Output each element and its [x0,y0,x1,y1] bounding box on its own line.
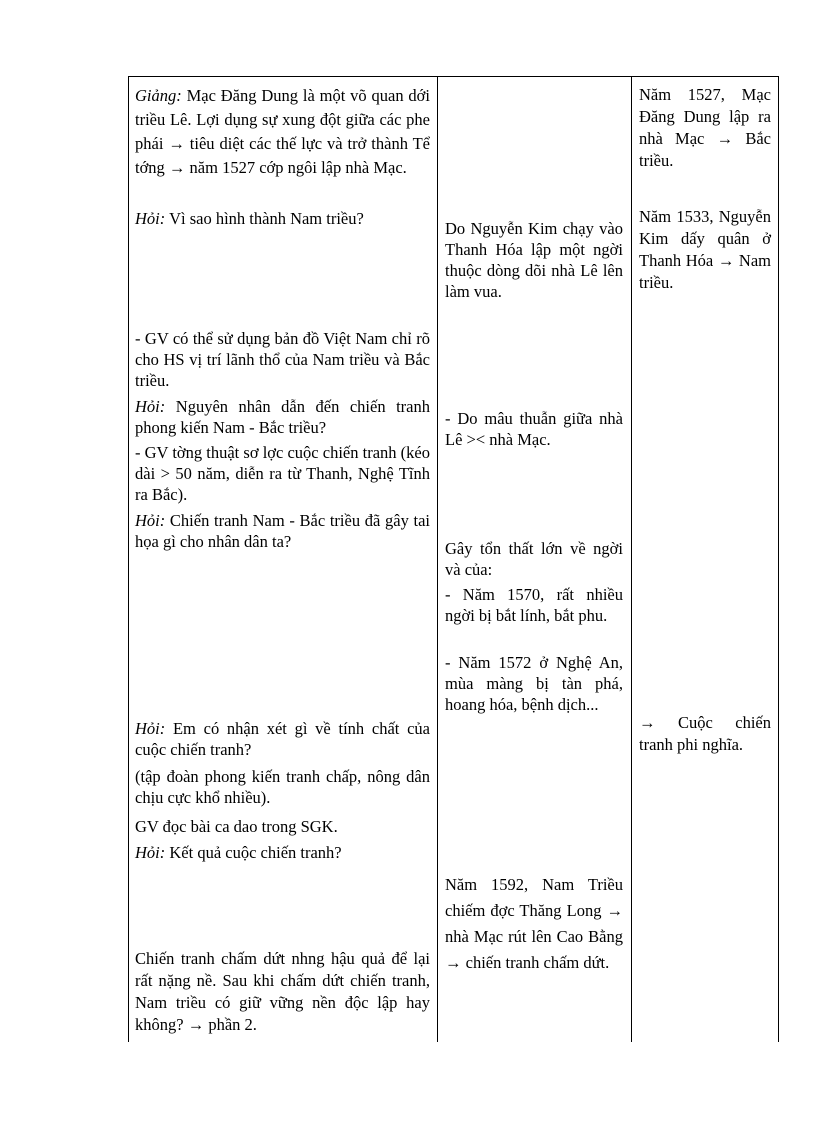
label-hoi: Hỏi: [135,719,166,738]
column-divider-2 [631,76,632,1042]
label-hoi: Hỏi: [135,397,166,416]
label-hoi: Hỏi: [135,209,166,228]
label-giang: Giảng: [135,86,182,105]
question-nam-trieu: Hỏi: Vì sao hình thành Nam triều? [135,209,364,228]
narration-war: - GV tờng thuật sơ lợc cuộc chiến tranh (kéo dài > 50 năm, diễn ra từ Thanh, Nghệ Tĩnh ra Bắc). [135,443,430,504]
answer-war-result: Năm 1592, Nam Triều chiếm đợc Thăng Long → nhà Mạc rút lên Cao Bằng → chiến tranh chấm dứt. [445,875,623,972]
answer-damage-intro: Gây tổn thất lớn về ngời và của: [445,539,623,579]
question-result: Hỏi: Kết quả cuộc chiến tranh? [135,843,342,862]
note-feudal-dispute: (tập đoàn phong kiến tranh chấp, nông dân chịu cực khổ nhiều). [135,767,430,807]
lecture-mac-dang-dung: Giảng: Mạc Đăng Dung là một võ quan dới triều Lê. Lợi dụng sự xung đột giữa các phe phái → tiêu diệt các thế lực và trở thành Tể tớng → năm 1527 cớp ngôi lập nhà Mạc. [135,86,430,177]
table-left-border [128,76,129,1042]
note-unjust-war: → Cuộc chiến tranh phi nghĩa. [639,713,771,754]
table-right-border [778,76,779,1042]
label-hoi: Hỏi: [135,511,166,530]
read-folk-poem: GV đọc bài ca dao trong SGK. [135,817,338,836]
question-nature: Hỏi: Em có nhận xét gì về tính chất của cuộc chiến tranh? [135,719,430,759]
question-consequence: Hỏi: Chiến tranh Nam - Bắc triều đã gây tai họa gì cho nhân dân ta? [135,511,430,551]
label-hoi: Hỏi: [135,843,166,862]
note-bac-trieu: Năm 1527, Mạc Đăng Dung lập ra nhà Mạc → Bắc triều. [639,85,771,170]
answer-nam-trieu-origin: Do Nguyễn Kim chạy vào Thanh Hóa lập một ngời thuộc dòng dõi nhà Lê lên làm vua. [445,219,623,301]
table-top-border [128,76,779,77]
answer-cause: - Do mâu thuẫn giữa nhà Lê >< nhà Mạc. [445,409,623,449]
answer-damage-1570: - Năm 1570, rất nhiều ngời bị bắt lính, bắt phu. [445,585,623,625]
conclusion-transition: Chiến tranh chấm dứt nhng hậu quả để lại rất nặng nề. Sau khi chấm dứt chiến tranh, Nam triều có giữ vững nền độc lập hay không? → phần 2. [135,949,430,1034]
question-cause: Hỏi: Nguyên nhân dẫn đến chiến tranh phong kiến Nam - Bắc triều? [135,397,430,437]
answer-damage-1572: - Năm 1572 ở Nghệ An, mùa màng bị tàn phá, hoang hóa, bệnh dịch... [445,653,623,714]
column-divider-1 [437,76,438,1042]
map-instruction: - GV có thể sử dụng bản đồ Việt Nam chỉ rõ cho HS vị trí lãnh thổ của Nam triều và Bắc triều. [135,329,430,390]
note-nam-trieu: Năm 1533, Nguyễn Kim dấy quân ở Thanh Hóa → Nam triều. [639,207,771,292]
